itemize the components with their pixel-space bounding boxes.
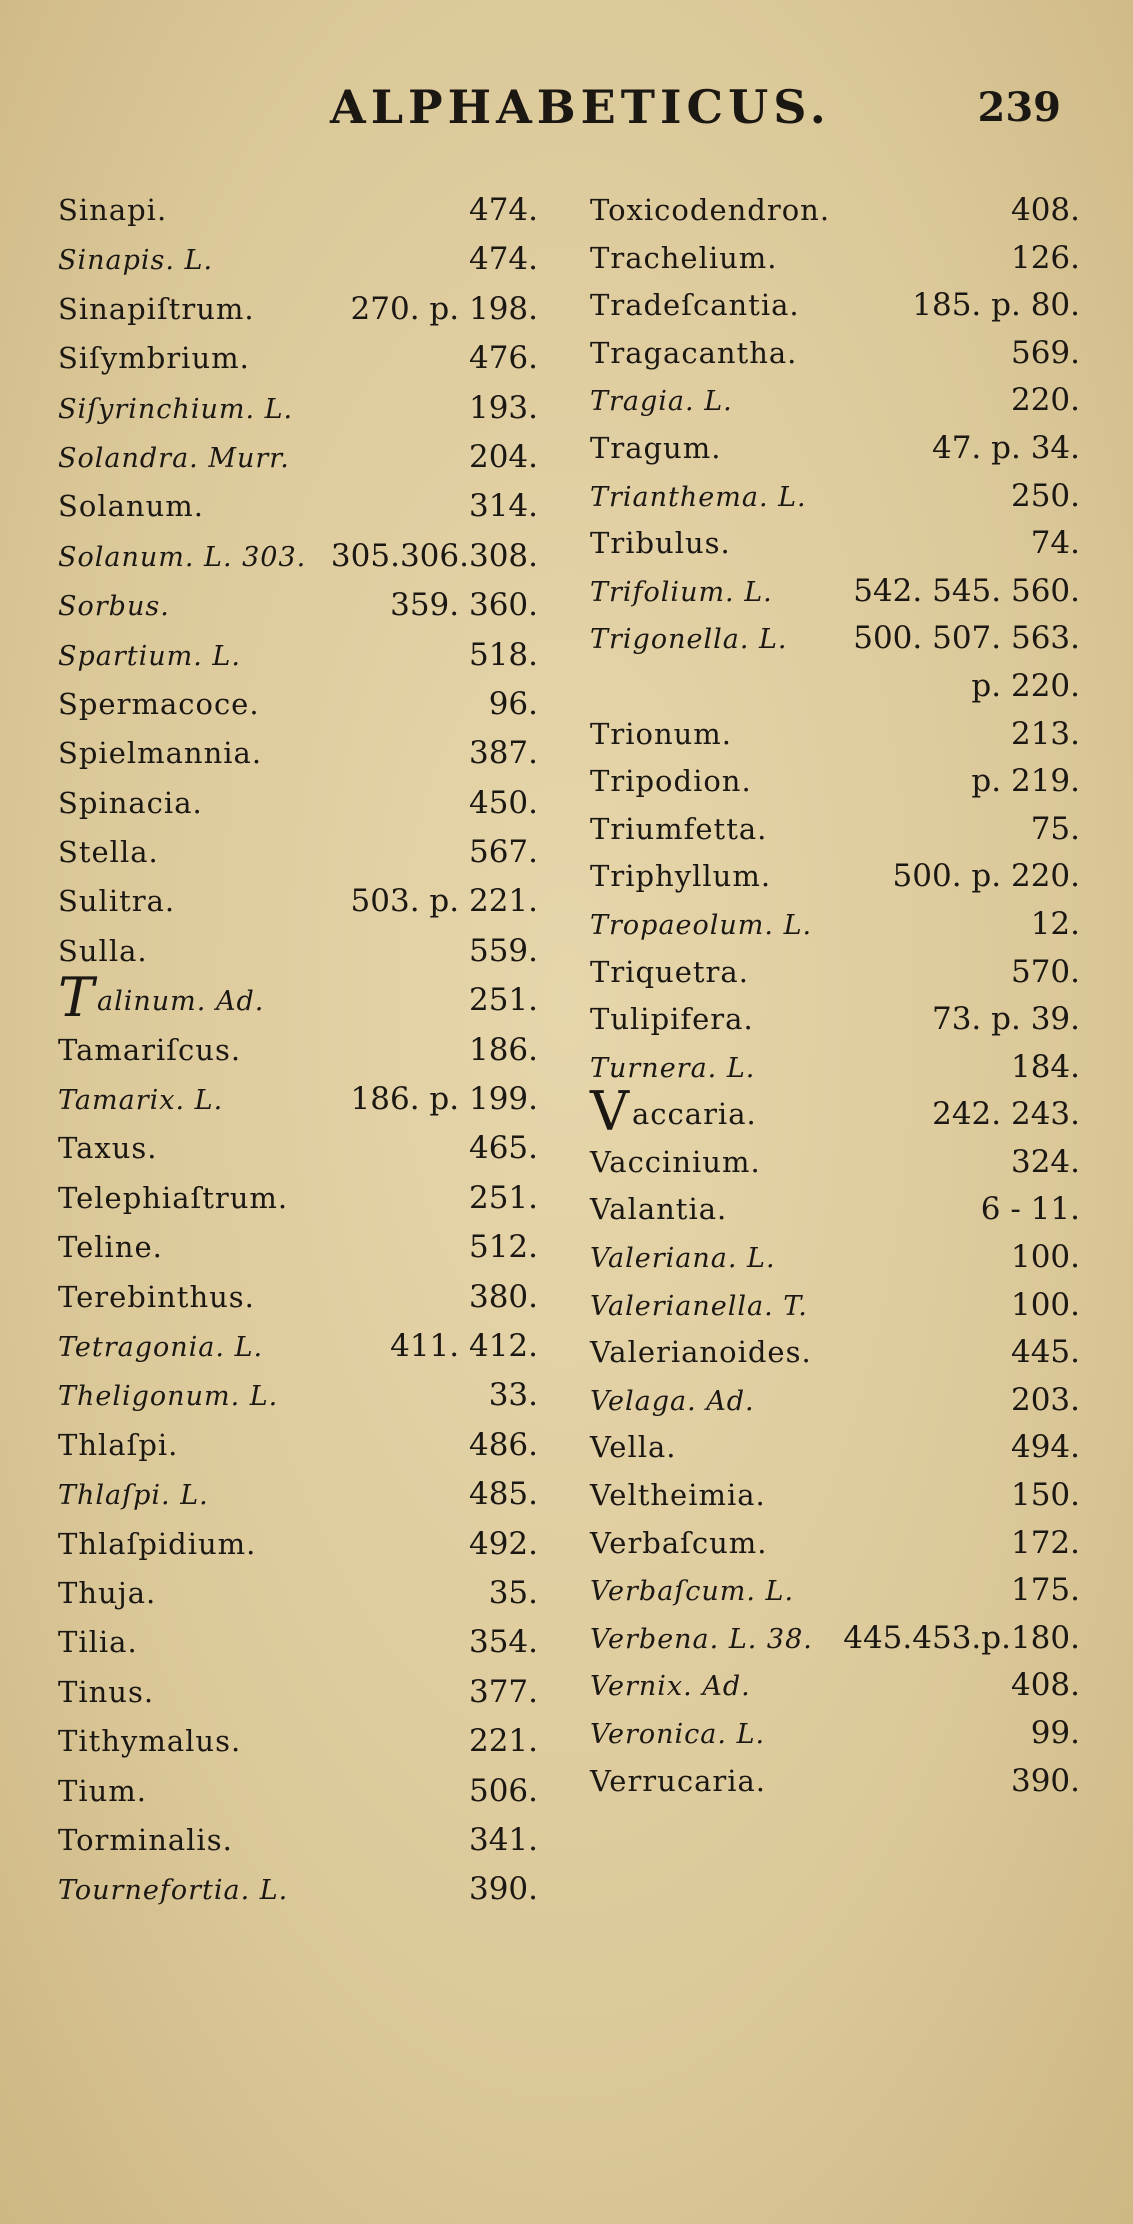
index-entry-pages: 305.306.308. bbox=[330, 537, 538, 574]
index-entry-pages: 126. bbox=[1010, 239, 1080, 276]
index-entry-name: Solanum. bbox=[58, 489, 204, 524]
index-entry bbox=[590, 240, 1080, 288]
index-entry-pages: p. 219. bbox=[971, 763, 1080, 800]
index-entry-pages: 96. bbox=[488, 685, 538, 722]
index-entry bbox=[590, 1382, 1080, 1430]
index-entry bbox=[590, 1239, 1080, 1287]
index-entry-pages: 465. bbox=[468, 1130, 538, 1167]
index-column-right bbox=[590, 192, 1080, 1810]
index-entry bbox=[58, 637, 538, 686]
index-entry bbox=[58, 1526, 538, 1575]
index-entry-name: Siſyrinchium. L. bbox=[58, 393, 294, 425]
index-entry-pages: 354. bbox=[468, 1624, 538, 1661]
index-entry-pages: 74. bbox=[1030, 525, 1080, 562]
index-entry bbox=[58, 1773, 538, 1822]
index-entry-pages: 503. p. 221. bbox=[350, 883, 538, 920]
index-entry-pages: 250. bbox=[1010, 477, 1080, 514]
index-entry-name: Veltheimia. bbox=[590, 1478, 766, 1513]
index-entry-name: Verbaſcum. L. bbox=[590, 1576, 795, 1608]
index-entry bbox=[590, 1334, 1080, 1382]
index-entry bbox=[590, 192, 1080, 240]
index-entry bbox=[590, 1001, 1080, 1049]
index-entry-pages: 251. bbox=[468, 982, 538, 1019]
index-entry-name: Tithymalus. bbox=[58, 1724, 242, 1759]
index-entry bbox=[58, 538, 538, 587]
index-entry bbox=[590, 763, 1080, 811]
index-entry bbox=[58, 686, 538, 735]
index-entry bbox=[590, 525, 1080, 573]
index-entry-pages: 193. bbox=[468, 389, 538, 426]
index-entry bbox=[58, 933, 538, 982]
index-entry-pages: 99. bbox=[1030, 1715, 1080, 1751]
index-entry-pages: p. 220. bbox=[971, 667, 1080, 704]
index-entry-pages: 175. bbox=[1010, 1572, 1080, 1609]
index-entry-name: Thlaſpi. L. bbox=[58, 1480, 209, 1512]
index-entry-name: Taxus. bbox=[58, 1131, 158, 1166]
index-entry bbox=[590, 811, 1080, 859]
index-entry bbox=[590, 1429, 1080, 1477]
index-entry-pages: 559. bbox=[468, 932, 538, 969]
index-entry-pages: 486. bbox=[468, 1426, 538, 1463]
index-entry bbox=[590, 1191, 1080, 1239]
index-entry-name: Sorbus. bbox=[58, 591, 170, 623]
index-entry-name: Valantia. bbox=[590, 1192, 728, 1227]
index-entry-pages: 445.453.p.180. bbox=[843, 1619, 1080, 1656]
index-entry-name: Valeriana. L. bbox=[590, 1243, 776, 1275]
index-entry-pages: 47. p. 34. bbox=[931, 429, 1080, 466]
index-entry-pages: 390. bbox=[468, 1871, 538, 1908]
index-entry-pages: 33. bbox=[488, 1377, 538, 1414]
index-entry bbox=[58, 735, 538, 784]
index-entry-name: Tradeſcantia. bbox=[590, 288, 800, 323]
index-entry-name: Tium. bbox=[58, 1773, 148, 1808]
index-entry bbox=[590, 1620, 1080, 1668]
index-entry-name: Trifolium. L. bbox=[590, 576, 773, 608]
index-entry-pages: 411. 412. bbox=[390, 1327, 538, 1364]
index-entry-name: Tinus. bbox=[58, 1674, 155, 1709]
index-entry-name: Spinacia. bbox=[58, 785, 203, 820]
index-entry-pages: 485. bbox=[468, 1476, 538, 1513]
index-entry-pages: 6 - 11. bbox=[980, 1191, 1080, 1228]
index-entry-name: Solandra. Murr. bbox=[58, 442, 290, 474]
index-entry-pages: 242. 243. bbox=[932, 1096, 1080, 1133]
index-entry bbox=[590, 1763, 1080, 1811]
index-entry-name: Sulla. bbox=[58, 933, 148, 968]
index-entry-pages: 213. bbox=[1010, 715, 1080, 752]
index-entry bbox=[590, 668, 1080, 716]
index-entry-name: Stella. bbox=[58, 835, 159, 870]
index-entry bbox=[58, 966, 538, 1031]
index-entry-pages: 542. 545. 560. bbox=[853, 572, 1080, 609]
index-entry-pages: 474. bbox=[468, 241, 538, 278]
index-entry bbox=[58, 488, 538, 537]
index-entry bbox=[590, 858, 1080, 906]
index-entry-name: Tilia. bbox=[58, 1625, 138, 1660]
index-entry-pages: 270. p. 198. bbox=[350, 290, 538, 327]
index-entry bbox=[58, 785, 538, 834]
index-entry-pages: 380. bbox=[468, 1278, 538, 1315]
index-entry-name: Tribulus. bbox=[590, 526, 731, 561]
index-entry-pages: 73. p. 39. bbox=[931, 1001, 1080, 1038]
index-entry bbox=[590, 620, 1080, 668]
index-entry bbox=[58, 1871, 538, 1920]
index-entry-name: Tournefortia. L. bbox=[58, 1875, 289, 1907]
index-entry-pages: 570. bbox=[1010, 953, 1080, 990]
index-entry bbox=[590, 716, 1080, 764]
index-entry-pages: 184. bbox=[1010, 1048, 1080, 1085]
index-entry bbox=[58, 1427, 538, 1476]
index-entry-pages: 185. p. 80. bbox=[912, 287, 1080, 324]
index-entry bbox=[58, 1328, 538, 1377]
index-entry bbox=[590, 1715, 1080, 1763]
drop-capital: T bbox=[58, 966, 96, 1030]
index-entry bbox=[590, 573, 1080, 621]
index-entry bbox=[590, 1667, 1080, 1715]
index-entry-pages: 204. bbox=[468, 438, 538, 475]
index-entry-name: Tripodion. bbox=[590, 764, 752, 799]
index-entry-name: Spartium. L. bbox=[58, 640, 241, 672]
index-entry bbox=[590, 1525, 1080, 1573]
index-entry bbox=[58, 340, 538, 389]
index-entry-name: Spielmannia. bbox=[58, 736, 263, 771]
index-entry bbox=[590, 430, 1080, 478]
index-entry-pages: 75. bbox=[1030, 810, 1080, 847]
index-entry-pages: 445. bbox=[1010, 1334, 1080, 1371]
index-entry-name: Triquetra. bbox=[590, 954, 749, 989]
index-entry-pages: 359. 360. bbox=[390, 587, 538, 624]
index-entry bbox=[58, 241, 538, 290]
index-entry-pages: 186. bbox=[468, 1031, 538, 1068]
index-entry-name: Trachelium. bbox=[590, 240, 778, 275]
index-entry-name: Sulitra. bbox=[58, 884, 176, 919]
index-entry-pages: 12. bbox=[1030, 905, 1080, 942]
index-entry-pages: 387. bbox=[468, 735, 538, 772]
index-entry-name: Valerianella. T. bbox=[590, 1290, 808, 1322]
index-entry-pages: 220. bbox=[1010, 382, 1080, 419]
index-entry bbox=[58, 1032, 538, 1081]
index-entry-name: Veronica. L. bbox=[590, 1719, 766, 1750]
index-entry-name: Trianthema. L. bbox=[590, 481, 807, 513]
index-entry bbox=[590, 1572, 1080, 1620]
index-entry bbox=[590, 1080, 1080, 1144]
index-entry-name: Verrucaria. bbox=[590, 1763, 767, 1798]
index-entry bbox=[58, 439, 538, 488]
index-entry-pages: 408. bbox=[1010, 192, 1080, 228]
index-entry bbox=[590, 1287, 1080, 1335]
index-entry-name: Tulipifera. bbox=[590, 1002, 754, 1037]
drop-capital: V bbox=[590, 1080, 630, 1144]
index-entry bbox=[590, 335, 1080, 383]
index-entry bbox=[58, 587, 538, 636]
index-entry-pages: 172. bbox=[1010, 1524, 1080, 1561]
index-entry-name: Terebinthus. bbox=[58, 1279, 255, 1314]
index-entry bbox=[590, 478, 1080, 526]
index-entry-pages: 450. bbox=[468, 784, 538, 821]
index-entry-name: Triumfetta. bbox=[590, 811, 768, 846]
index-entry-pages: 251. bbox=[468, 1179, 538, 1216]
index-entry-name: Sinapis. L. bbox=[58, 245, 214, 277]
index-entry bbox=[58, 1279, 538, 1328]
index-entry-pages: 474. bbox=[468, 192, 538, 228]
index-entry-pages: 100. bbox=[1010, 1239, 1080, 1276]
index-entry-pages: 186. p. 199. bbox=[350, 1081, 538, 1118]
index-entry-pages: 476. bbox=[468, 340, 538, 377]
index-entry bbox=[58, 1081, 538, 1130]
index-entry-pages: 314. bbox=[468, 488, 538, 525]
index-entry-name bbox=[58, 966, 265, 1030]
index-entry-name: Velaga. Ad. bbox=[590, 1385, 755, 1417]
index-entry-name: Verbaſcum. bbox=[590, 1525, 768, 1560]
index-entry-name: Triphyllum. bbox=[590, 859, 772, 894]
index-entry bbox=[58, 1180, 538, 1229]
index-entry bbox=[58, 1624, 538, 1673]
index-entry bbox=[58, 883, 538, 932]
index-entry-name: Tamariſcus. bbox=[58, 1032, 242, 1067]
index-entry-name: Sinapi. bbox=[58, 193, 168, 227]
index-entry-name: Tragacantha. bbox=[590, 335, 798, 370]
index-entry-pages: 567. bbox=[468, 834, 538, 871]
index-entry bbox=[590, 382, 1080, 430]
index-entry-pages: 324. bbox=[1010, 1143, 1080, 1180]
index-entry-name: Sinapiſtrum. bbox=[58, 291, 255, 326]
index-entry bbox=[590, 1049, 1080, 1097]
index-entry-name: Spermacoce. bbox=[58, 686, 260, 721]
index-entry-pages: 500. 507. 563. bbox=[853, 620, 1080, 657]
index-entry bbox=[590, 287, 1080, 335]
index-entry-name: Theligonum. L. bbox=[58, 1381, 279, 1413]
index-entry-pages: 518. bbox=[468, 636, 538, 673]
index-entry-pages: 390. bbox=[1010, 1762, 1080, 1799]
index-entry bbox=[58, 1229, 538, 1278]
index-entry bbox=[58, 192, 538, 241]
page-number: 239 bbox=[977, 84, 1061, 131]
index-entry-name: Siſymbrium. bbox=[58, 341, 250, 376]
index-entry bbox=[590, 906, 1080, 954]
index-entry-pages: 408. bbox=[1010, 1667, 1080, 1704]
index-entry-name: Vella. bbox=[590, 1430, 677, 1465]
index-entry-name: Torminalis. bbox=[58, 1822, 233, 1857]
index-entry-pages: 35. bbox=[488, 1574, 538, 1611]
index-entry-name: Valerianoides. bbox=[590, 1335, 812, 1370]
index-entry bbox=[58, 834, 538, 883]
index-entry-name: Thlaſpidium. bbox=[58, 1526, 257, 1561]
index-entry-name-rest: accaria. bbox=[632, 1097, 757, 1132]
index-entry-name: Tropaeolum. L. bbox=[590, 909, 813, 941]
index-entry bbox=[58, 1575, 538, 1624]
index-entry-name: Tamarix. L. bbox=[58, 1085, 224, 1117]
index-entry-pages: 506. bbox=[468, 1772, 538, 1809]
index-entry-name: Thuja. bbox=[58, 1575, 157, 1610]
index-entry-name: Tetragonia. L. bbox=[58, 1331, 264, 1363]
index-entry-name: Toxicodendron. bbox=[590, 193, 831, 227]
index-entry bbox=[58, 291, 538, 340]
index-entry-name: Solanum. L. 303. bbox=[58, 541, 307, 573]
index-entry-pages: 150. bbox=[1010, 1477, 1080, 1514]
index-column-left bbox=[58, 192, 538, 1921]
index-entry-pages: 500. p. 220. bbox=[892, 858, 1080, 895]
index-entry bbox=[590, 954, 1080, 1002]
page-header bbox=[0, 80, 1133, 160]
index-entry-pages: 203. bbox=[1010, 1381, 1080, 1418]
index-entry bbox=[58, 1723, 538, 1772]
index-entry bbox=[58, 1822, 538, 1871]
index-entry-name: Telephiaſtrum. bbox=[58, 1180, 289, 1215]
index-entry-pages: 494. bbox=[1010, 1429, 1080, 1466]
index-entry-pages: 341. bbox=[468, 1821, 538, 1858]
index-entry bbox=[58, 1130, 538, 1179]
index-entry-name: Teline. bbox=[58, 1230, 163, 1265]
index-entry-name bbox=[590, 1080, 757, 1144]
index-entry-name: Tragum. bbox=[590, 430, 722, 465]
index-entry bbox=[58, 390, 538, 439]
index-entry-pages: 377. bbox=[468, 1673, 538, 1710]
index-entry-pages: 569. bbox=[1010, 334, 1080, 371]
index-entry-name: Vernix. Ad. bbox=[590, 1671, 751, 1703]
index-entry-name: Tragia. L. bbox=[590, 386, 733, 418]
index-entry-name: Thlaſpi. bbox=[58, 1427, 179, 1462]
index-entry-name: Trigonella. L. bbox=[590, 624, 788, 656]
index-entry bbox=[58, 1377, 538, 1426]
index-entry-name: Turnera. L. bbox=[590, 1052, 756, 1084]
index-entry-name: Verbena. L. 38. bbox=[590, 1623, 813, 1655]
index-entry-pages: 492. bbox=[468, 1525, 538, 1562]
running-title: ALPHABETICUS. bbox=[330, 80, 831, 134]
index-entry-name: Trionum. bbox=[590, 716, 733, 751]
index-entry bbox=[590, 1144, 1080, 1192]
index-entry-name: Vaccinium. bbox=[590, 1144, 761, 1179]
index-entry-name-rest: alinum. Ad. bbox=[97, 986, 265, 1018]
index-entry-pages: 221. bbox=[468, 1723, 538, 1760]
index-entry bbox=[590, 1477, 1080, 1525]
index-entry bbox=[58, 1674, 538, 1723]
index-entry-pages: 512. bbox=[468, 1229, 538, 1266]
index-entry-pages: 100. bbox=[1010, 1286, 1080, 1323]
index-entry bbox=[58, 1476, 538, 1525]
